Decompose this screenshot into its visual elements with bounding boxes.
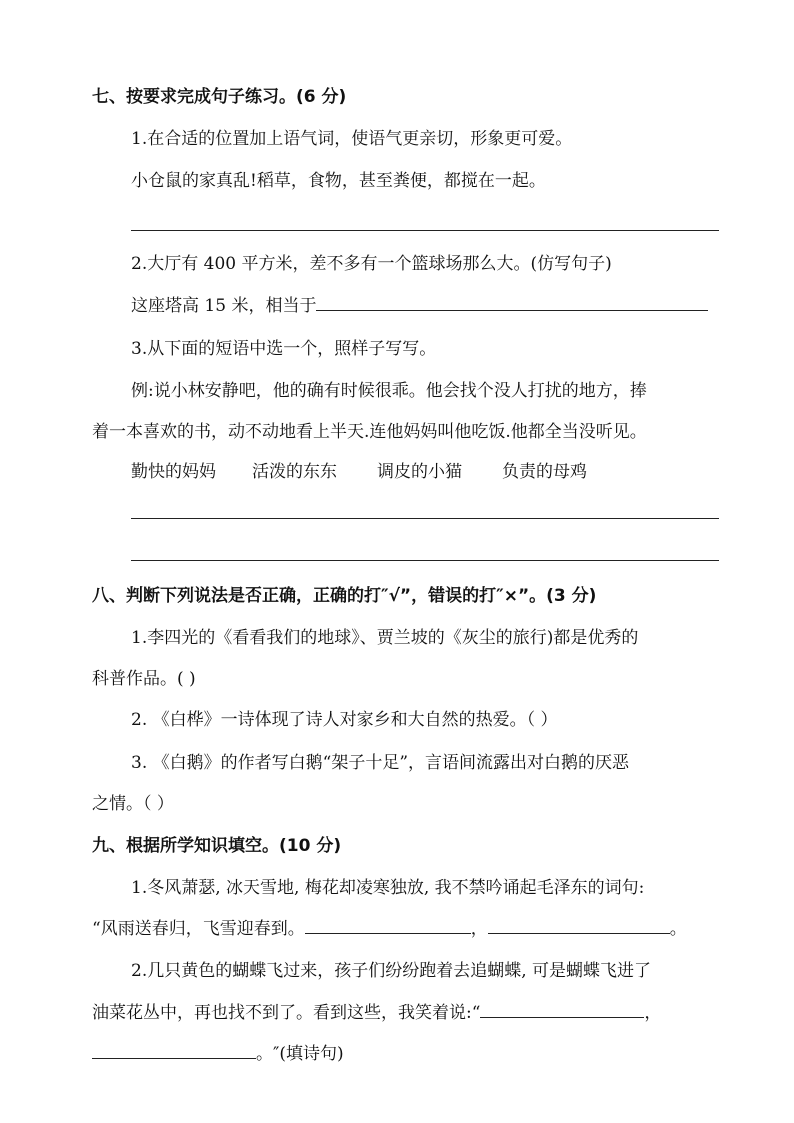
answer-line[interactable] [131,230,719,231]
section-8-title: 八、判断下列说法是否正确，正确的打″√”，错误的打″×”。(3 分) [92,586,597,606]
answer-blank[interactable] [305,918,471,934]
phrase-item: 活泼的东东 [252,462,337,482]
sec9-question-2-line-1: 2.几只黄色的蝴蝶飞过来，孩子们纷纷跑着去追蝴蝶, 可是蝴蝶飞进了 [131,961,652,981]
answer-blank[interactable] [480,1002,644,1018]
sec9-question-1-line-2 [92,918,687,940]
example-line-1: 例:说小林安静吧，他的确有时候很乖。他会找个没人打扰的地方，捧 [131,381,647,401]
answer-blank[interactable] [488,918,670,934]
sec7-question-1-sentence: 小仓鼠的家真乱!稻草，食物，甚至粪便，都搅在一起。 [131,171,546,191]
example-line-2: 着一本喜欢的书，动不动地看上半天.连他妈妈叫他吃饭.他都全当没听见。 [92,422,647,442]
sec7-question-2: 2.大厅有 400 平方米，差不多有一个篮球场那么大。(仿写句子) [131,254,612,274]
sec8-question-1-line-2[interactable]: 科普作品。( ) [92,669,196,689]
phrase-item: 负责的母鸡 [502,462,587,482]
answer-blank[interactable] [316,295,708,311]
answer-line[interactable] [131,560,719,561]
quote-start: “风雨送春归，飞雪迎春到。 [92,919,305,939]
phrase-list [131,461,587,483]
end-mark: 。 [669,919,687,939]
sec7-question-3: 3.从下面的短语中选一个，照样子写写。 [131,339,437,359]
sec8-question-2[interactable]: 2. 《白桦》一诗体现了诗人对家乡和大自然的热爱。（ ） [131,710,558,730]
sec8-question-1-line-1: 1.李四光的《看看我们的地球》、贾兰坡的《灰尘的旅行)都是优秀的 [131,628,639,648]
sec8-question-3-line-1: 3. 《白鹅》的作者写白鹅“架子十足”，言语间流露出对白鹅的厌恶 [131,753,630,773]
sec8-question-3-line-2[interactable]: 之情。（ ） [92,794,174,814]
separator: ， [470,919,488,939]
end-text: 。″(填诗句) [256,1044,344,1064]
sec9-question-2-line-2 [92,1002,661,1024]
answer-line[interactable] [131,518,719,519]
section-7-title: 七、按要求完成句子练习。(6 分) [92,87,347,107]
sec9-question-1-line-1: 1.冬风萧瑟, 冰天雪地, 梅花却凌寒独放, 我不禁吟诵起毛泽东的词句: [131,878,645,898]
phrase-item: 调皮的小猫 [377,462,462,482]
answer-blank[interactable] [92,1043,256,1059]
phrase-item: 勤快的妈妈 [131,462,216,482]
sec9-question-2-line-3 [92,1043,344,1065]
sentence-text: 油菜花丛中，再也找不到了。看到这些，我笑着说:“ [92,1003,481,1023]
section-9-title: 九、根据所学知识填空。(10 分) [92,836,342,856]
sec7-question-1: 1.在合适的位置加上语气词，使语气更亲切，形象更可爱。 [131,129,573,149]
sec7-question-2-prompt [131,295,708,317]
prompt-text: 这座塔高 15 米，相当于 [131,296,317,316]
separator: ， [644,1003,662,1023]
